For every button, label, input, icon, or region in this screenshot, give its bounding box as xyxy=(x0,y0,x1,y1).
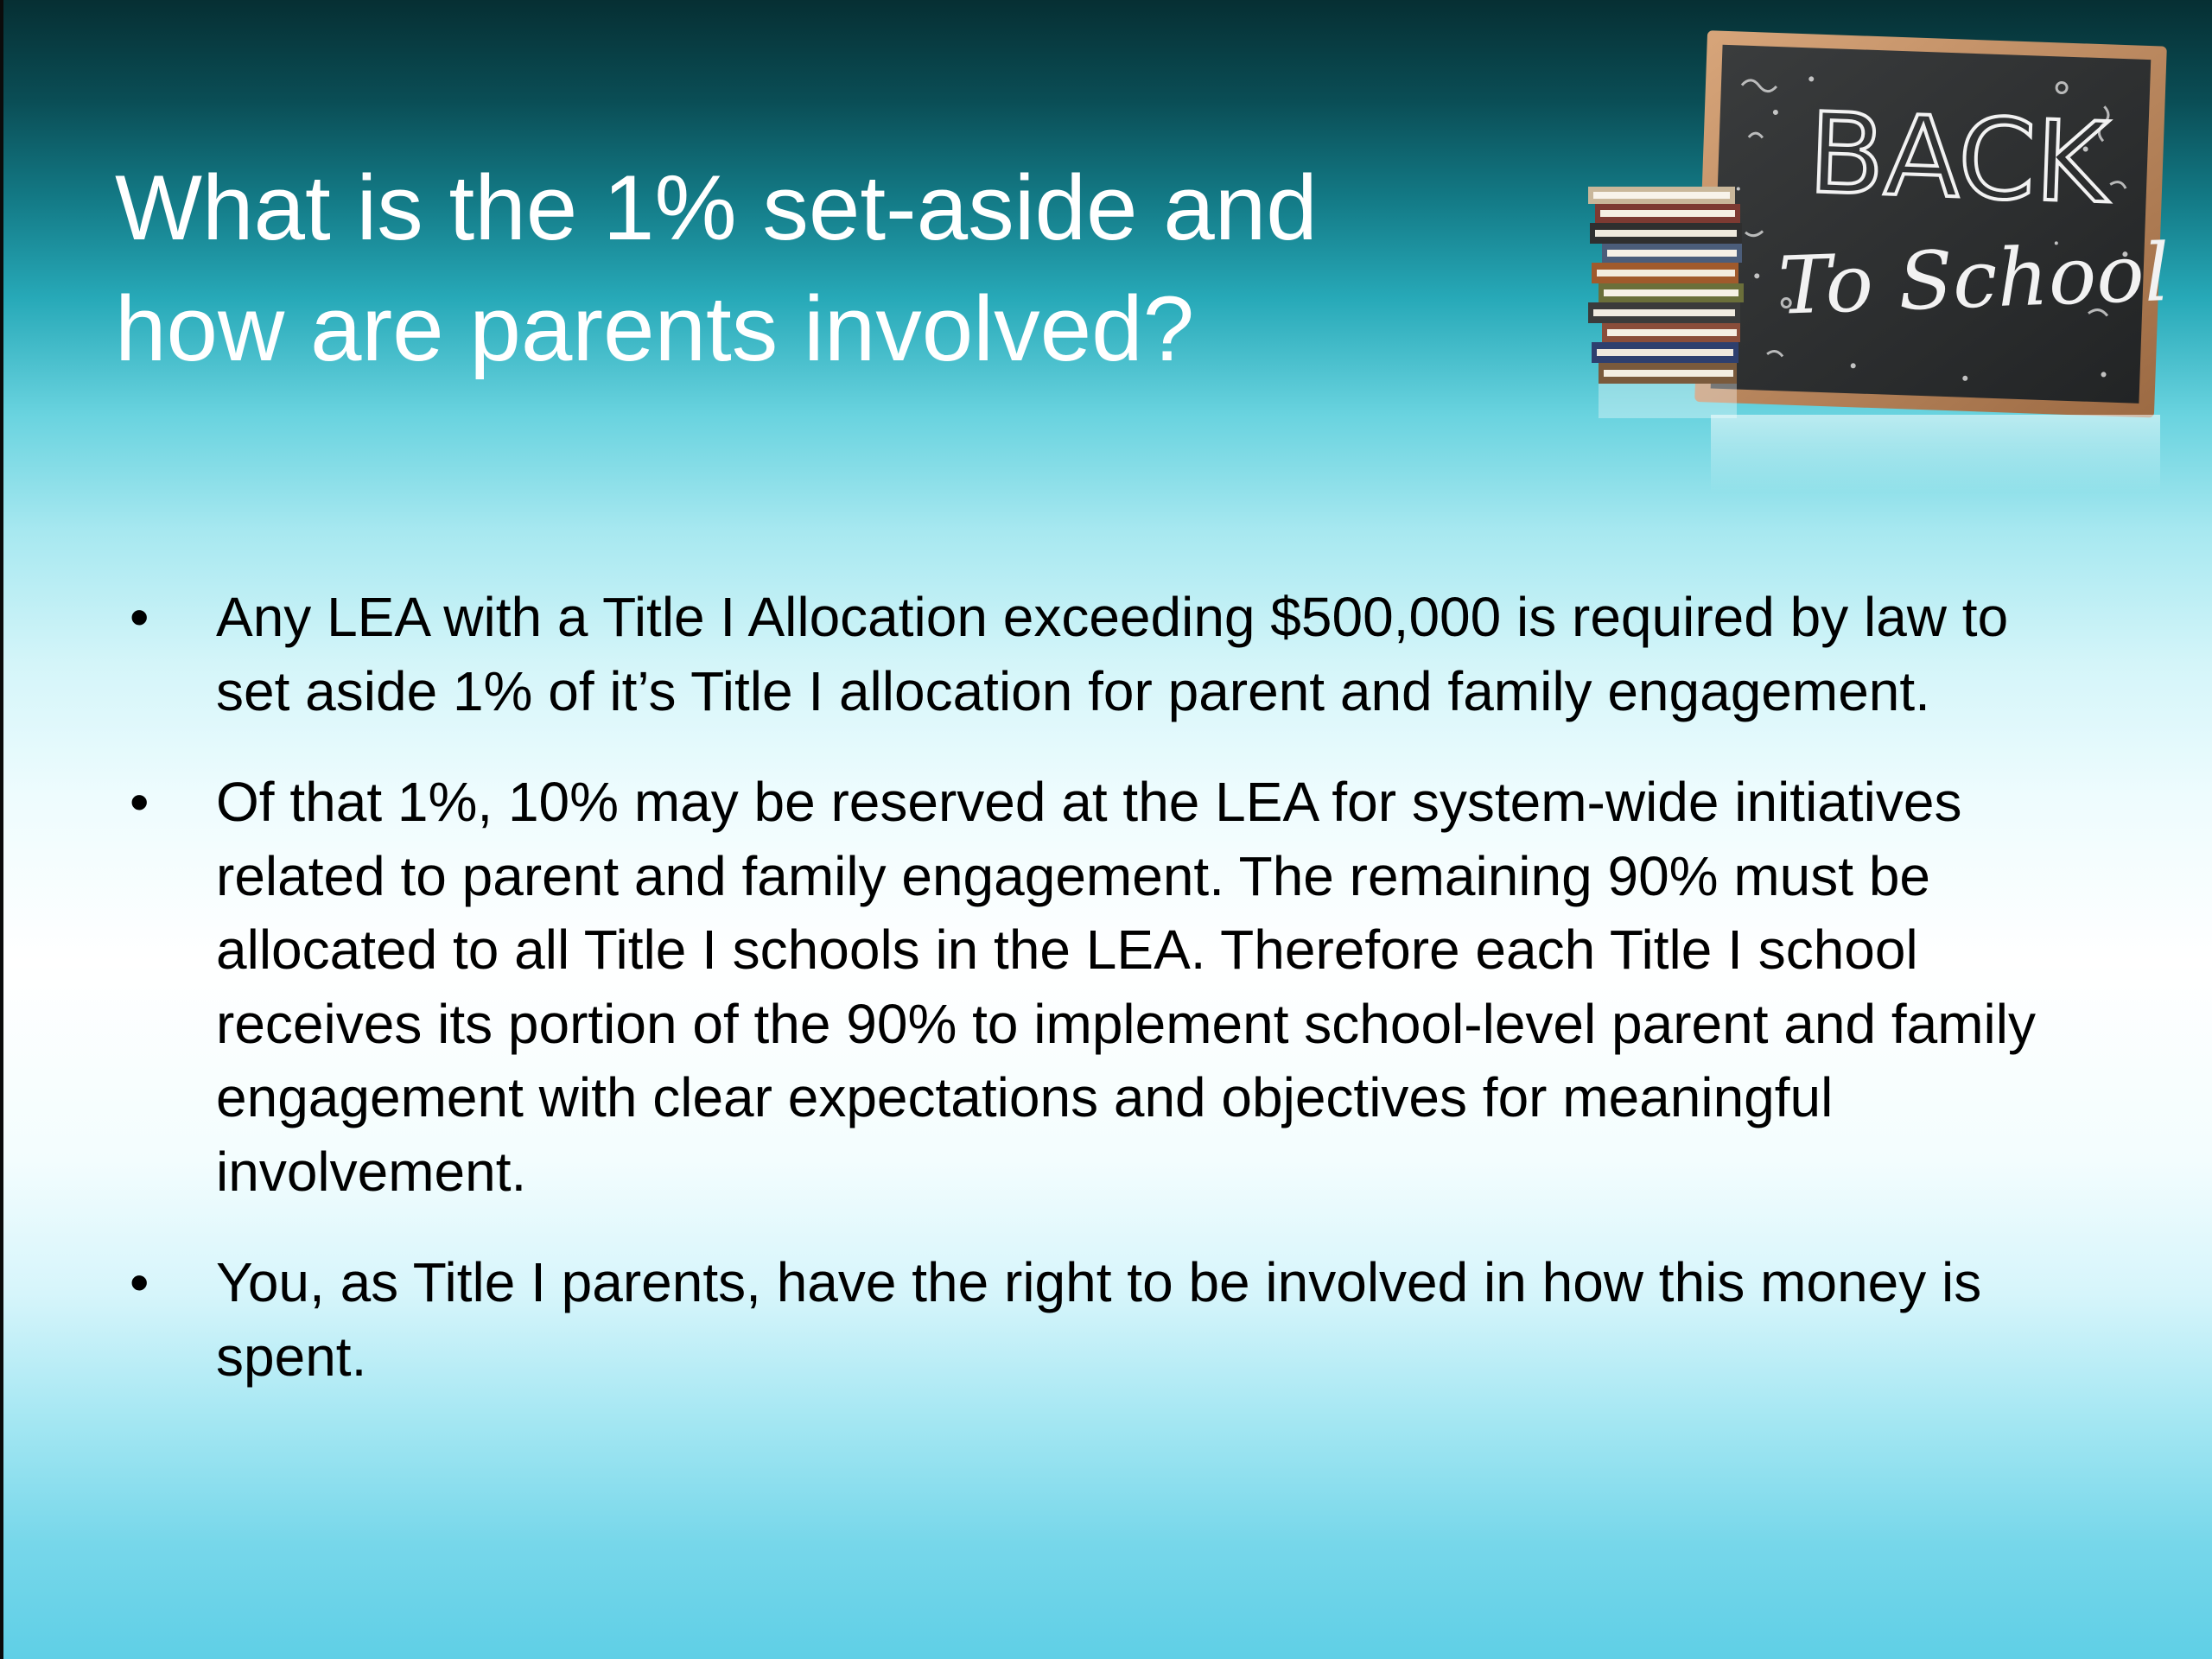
bullet-text-1: Any LEA with a Title I Allocation exceeding $500,000 is required by law to set aside 1% of it’s Title I allocation for parent and family engagement. xyxy=(216,586,2009,722)
bullet-marker: • xyxy=(130,586,149,648)
bullet-item-3 xyxy=(130,1246,2091,1394)
chalk-text-back: BACK xyxy=(1806,89,2111,229)
slide-title-line-1: What is the 1% set-aside and xyxy=(115,156,1318,259)
bullet-text-3: You, as Title I parents, have the right to be involved in how this money is spent. xyxy=(216,1251,1982,1388)
chalk-text-to-school: To School xyxy=(1777,226,2171,333)
slide-title-line-2: how are parents involved? xyxy=(115,276,1195,380)
back-to-school-chalkboard-image xyxy=(1573,26,2195,510)
bullet-text-2: Of that 1%, 10% may be reserved at the LEA for system-wide initiatives related to parent and family engagement. The remaining 90% must be allocated to all Title I schools in the LEA. Therefore each Title I school receives its portion of the 90% to implement school-level parent and family engagement with clear expectations and objectives for meaningful involvement. xyxy=(216,771,2036,1203)
bullet-marker: • xyxy=(130,771,149,833)
left-edge-border xyxy=(0,0,3,1659)
bullet-list xyxy=(130,581,2091,1431)
book-stack-icon xyxy=(1588,187,1744,418)
bullet-marker: • xyxy=(130,1251,149,1313)
bullet-item-2 xyxy=(130,766,2091,1209)
bullet-item-1 xyxy=(130,581,2091,728)
slide-title xyxy=(115,147,1541,389)
